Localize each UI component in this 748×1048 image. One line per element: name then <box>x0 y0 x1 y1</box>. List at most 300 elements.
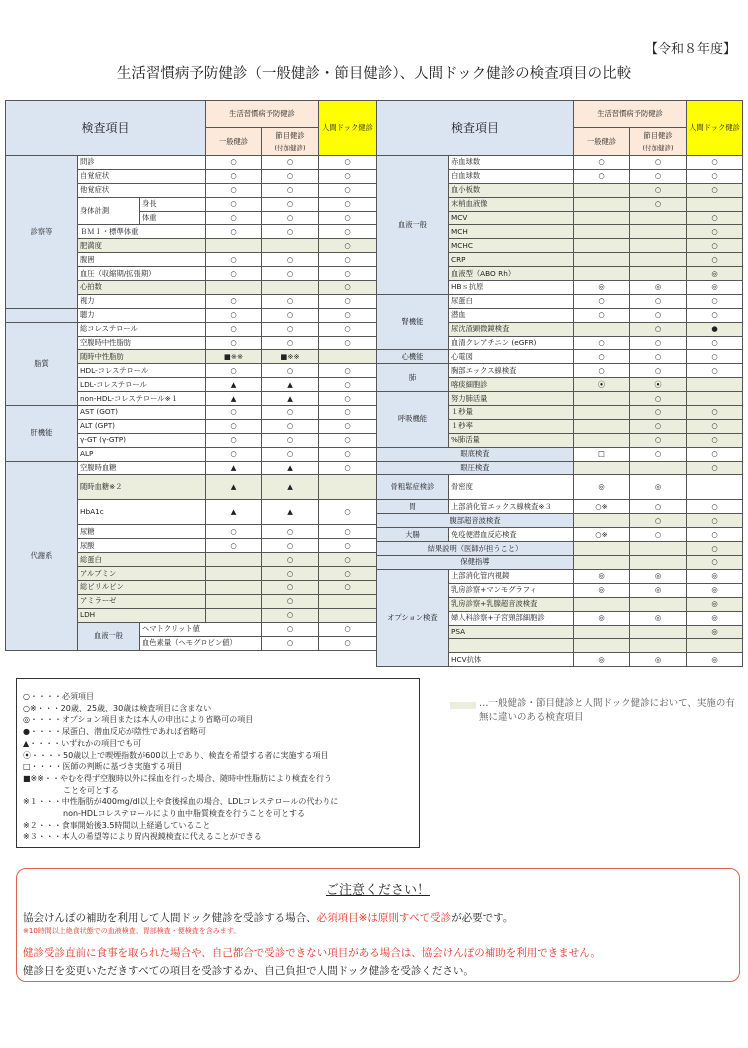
mark-cell: ◎ <box>687 267 743 281</box>
mark-cell <box>574 625 630 639</box>
item-cell: 他覚症状 <box>78 183 206 197</box>
mark-cell: ◎ <box>687 583 743 597</box>
mark-cell: ○ <box>262 169 319 183</box>
mark-cell: ■※※ <box>262 350 319 364</box>
mark-cell <box>574 433 630 447</box>
item-cell: 随時血糖※２ <box>78 475 206 500</box>
mark-cell: ○ <box>687 350 743 364</box>
item-cell: HbA1c <box>78 500 206 525</box>
mark-cell: ○ <box>262 322 319 336</box>
item-cell: 血清クレアチニン (eGFR) <box>449 336 574 350</box>
mark-cell <box>574 183 630 197</box>
mark-cell <box>574 556 630 570</box>
mark-cell <box>574 597 630 611</box>
mark-cell <box>574 253 630 267</box>
mark-cell: ○ <box>319 461 377 475</box>
header-row <box>6 101 377 128</box>
mark-cell: ○ <box>262 406 319 420</box>
mark-cell <box>630 253 687 267</box>
item-cell: MCHC <box>449 239 574 253</box>
mark-cell: ○ <box>687 556 743 570</box>
mark-cell: ○ <box>630 406 687 420</box>
mark-cell: ◎ <box>574 475 630 500</box>
mark-cell: ○ <box>262 419 319 433</box>
full-item-cell: 結果説明（医師が担うこと） <box>377 542 574 556</box>
mark-cell <box>574 542 630 556</box>
mark-cell: ○ <box>687 183 743 197</box>
mark-cell: ○ <box>262 336 319 350</box>
full-item-cell: 保健指導 <box>377 556 574 570</box>
mark-cell: ○ <box>687 433 743 447</box>
mark-cell <box>319 475 377 500</box>
mark-cell: ○ <box>206 308 262 322</box>
mark-cell: ○ <box>319 525 377 539</box>
item-cell: HDL-コレステロール <box>78 364 206 378</box>
item-cell: 心拍数 <box>78 281 206 295</box>
item-cell: アルブミン <box>78 567 206 581</box>
item-cell: 婦人科診察+子宮頸部細胞診 <box>449 611 574 625</box>
mark-cell: ○ <box>319 253 377 267</box>
item-cell: 血圧（収縮期/拡張期） <box>78 267 206 281</box>
item-cell: 問診 <box>78 156 206 170</box>
notice-box <box>16 868 740 982</box>
item-cell: MCH <box>449 225 574 239</box>
mark-cell: ○ <box>630 392 687 406</box>
mark-cell: ○ <box>262 364 319 378</box>
mark-cell <box>574 267 630 281</box>
mark-cell: ○ <box>206 539 262 553</box>
mark-cell: ◎ <box>630 583 687 597</box>
mark-cell <box>206 581 262 595</box>
mark-cell: ○ <box>319 197 377 211</box>
header-general: 一般健診 <box>574 128 630 156</box>
category-cell: 血液一般 <box>377 156 449 295</box>
table-row <box>377 556 743 570</box>
mark-cell: ⦿ <box>574 378 630 392</box>
mark-cell: ○ <box>630 528 687 542</box>
mark-cell: ○ <box>687 156 743 170</box>
mark-cell: ▲ <box>206 461 262 475</box>
mark-cell: ○ <box>206 336 262 350</box>
mark-cell <box>574 406 630 420</box>
mark-cell: ○ <box>574 350 630 364</box>
mark-cell: ○ <box>262 156 319 170</box>
category-cell: 胃 <box>377 500 449 514</box>
item-cell: 赤血球数 <box>449 156 574 170</box>
legend-line: ※２・・・食事開始後3.5時間以上経過していること <box>23 820 211 830</box>
item-cell: MCV <box>449 211 574 225</box>
legend-line: ◎・・・・オプション項目または本人の申出により省略可の項目 <box>23 715 254 725</box>
mark-cell <box>262 281 319 295</box>
item-cell: 尿沈渣顕微鏡検査 <box>449 322 574 336</box>
mark-cell <box>630 639 687 653</box>
mark-cell: ▲ <box>206 500 262 525</box>
mark-cell: ○ <box>319 392 377 406</box>
item-cell: 肥満度 <box>78 239 206 253</box>
mark-cell: ○ <box>319 281 377 295</box>
item-cell: 尿蛋白 <box>449 294 574 308</box>
mark-cell: ○ <box>687 308 743 322</box>
mark-cell: ○ <box>630 308 687 322</box>
notice-title: ご注意ください！ <box>325 883 430 898</box>
item-cell: LDL-コレステロール <box>78 378 206 392</box>
mark-cell: ○ <box>630 350 687 364</box>
difference-swatch-text: …一般健診・節目健診と人間ドック健診において、実施の有無に違いのある検査項目 <box>479 698 735 723</box>
mark-cell: ○ <box>630 447 687 461</box>
header-group: 生活習慣病予防健診 <box>206 101 319 128</box>
table-row <box>377 447 743 461</box>
notice-line-2: 健診受診直前に食事を取られた場合や、自己都合で受診できない項目がある場合は、協会けんぽの補助を利用できません。 <box>23 947 601 959</box>
item-cell: AST (GOT) <box>78 406 206 420</box>
mark-cell: ○ <box>206 183 262 197</box>
mark-cell: ▲ <box>206 378 262 392</box>
mark-cell: ◎ <box>687 625 743 639</box>
table-row <box>6 406 377 420</box>
item-cell: 血液型（ABO Rh） <box>449 267 574 281</box>
table-row <box>377 528 743 542</box>
category-cell <box>6 308 78 322</box>
item-cell: 免疫便潜血反応検査 <box>449 528 574 542</box>
mark-cell: ○ <box>687 500 743 514</box>
table-row <box>377 156 743 170</box>
mark-cell: ○ <box>206 267 262 281</box>
item-cell: 血小板数 <box>449 183 574 197</box>
mark-cell: ▲ <box>206 392 262 406</box>
mark-cell <box>574 197 630 211</box>
mark-cell <box>574 211 630 225</box>
mark-cell: ◎ <box>687 653 743 667</box>
legend-line: □・・・・医師の判断に基づき実施する項目 <box>23 762 183 772</box>
table-row <box>377 350 743 364</box>
item-cell: 乳房診察+マンモグラフィ <box>449 583 574 597</box>
mark-cell: ○ <box>262 253 319 267</box>
item-cell: 末梢血液像 <box>449 197 574 211</box>
table-row <box>377 392 743 406</box>
mark-cell: ○ <box>206 225 262 239</box>
header-general: 一般健診 <box>206 128 262 156</box>
mark-cell <box>206 594 262 608</box>
category-cell: 診察等 <box>6 156 78 309</box>
mark-cell: ▲ <box>262 500 319 525</box>
header-milestone <box>262 128 319 156</box>
mark-cell: ○ <box>687 225 743 239</box>
mark-cell: ○ <box>319 336 377 350</box>
mark-cell: ○ <box>262 622 319 636</box>
item-cell: 随時中性脂肪 <box>78 350 206 364</box>
mark-cell: ○ <box>319 169 377 183</box>
mark-cell: ○ <box>206 169 262 183</box>
mark-cell: ○ <box>319 156 377 170</box>
mark-cell: ○ <box>262 636 319 650</box>
mark-cell: ◎ <box>574 569 630 583</box>
mark-cell: ○ <box>687 364 743 378</box>
mark-cell: ◎ <box>630 653 687 667</box>
mark-cell <box>574 322 630 336</box>
mark-cell: ○ <box>687 406 743 420</box>
item-cell: 聴力 <box>78 308 206 322</box>
mark-cell: ○ <box>319 419 377 433</box>
table-row <box>377 294 743 308</box>
category-cell: オプション検査 <box>377 569 449 666</box>
item-cell: %肺活量 <box>449 433 574 447</box>
mark-cell: ● <box>687 322 743 336</box>
mark-cell: ○ <box>687 294 743 308</box>
mark-cell: ○ <box>206 406 262 420</box>
difference-swatch <box>450 702 476 709</box>
item-cell: アミラーゼ <box>78 594 206 608</box>
mark-cell: ○※ <box>574 528 630 542</box>
legend-line: ⦿・・・・50歳以上で喫煙指数が600以上であり、検査を希望する者に実施する項目 <box>23 750 329 760</box>
category-cell: 骨粗鬆症検診 <box>377 475 449 500</box>
full-item-cell: 腹部超音波検査 <box>377 514 574 528</box>
mark-cell <box>574 392 630 406</box>
mark-cell <box>630 556 687 570</box>
item-cell: 総ビリルビン <box>78 581 206 595</box>
item-cell: 乳房診察+乳腺超音波検査 <box>449 597 574 611</box>
mark-cell <box>574 239 630 253</box>
table-row <box>377 500 743 514</box>
mark-cell: ○ <box>319 183 377 197</box>
mark-cell: ◎ <box>574 583 630 597</box>
item-cell: ALP <box>78 447 206 461</box>
full-item-cell: 眼圧検査 <box>377 461 574 475</box>
mark-cell: ○ <box>206 364 262 378</box>
mark-cell <box>574 225 630 239</box>
mark-cell: ◎ <box>630 281 687 295</box>
legend-line: non-HDLコレステロールにより血中脂質検査を行うことを可とする <box>23 809 305 819</box>
notice-line-1c: が必要です。 <box>451 912 514 924</box>
mark-cell: ◎ <box>574 281 630 295</box>
header-item: 検査項目 <box>377 101 574 156</box>
mark-cell: ○ <box>206 433 262 447</box>
item-cell: 血色素量（ヘモグロビン値） <box>140 636 262 650</box>
mark-cell: ▲ <box>206 475 262 500</box>
mark-cell: ○ <box>630 500 687 514</box>
mark-cell: ○ <box>574 336 630 350</box>
mark-cell: ○ <box>630 514 687 528</box>
mark-cell <box>687 475 743 500</box>
mark-cell: ○ <box>319 239 377 253</box>
mark-cell <box>630 211 687 225</box>
category-cell: 代謝系 <box>6 461 78 650</box>
table-row <box>6 461 377 475</box>
item-cell: LDH <box>78 608 206 622</box>
mark-cell: ○ <box>206 294 262 308</box>
table-row <box>377 364 743 378</box>
item-cell: 白血球数 <box>449 169 574 183</box>
mark-cell: ○ <box>319 211 377 225</box>
item-cell: 視力 <box>78 294 206 308</box>
legend-line: ○・・・・必須項目 <box>23 692 94 701</box>
legend-line: ※１・・・中性脂肪が400mg/dl以上や食後採血の場合、LDLコレステロールの代わりに <box>23 797 339 807</box>
category-cell: 腎機能 <box>377 294 449 350</box>
notice-line-1a: 協会けんぽの補助を利用して人間ドック健診を受診する場合、 <box>23 912 317 924</box>
header-item: 検査項目 <box>6 101 206 156</box>
item-cell: HCV抗体 <box>449 653 574 667</box>
mark-cell <box>630 597 687 611</box>
mark-cell: ○ <box>262 539 319 553</box>
legend-line: ○※・・・20歳、25歳、30歳は検査項目に含まない <box>23 703 212 713</box>
mark-cell: ○ <box>630 169 687 183</box>
mark-cell: ○ <box>319 447 377 461</box>
mark-cell: ○ <box>630 322 687 336</box>
mark-cell <box>630 225 687 239</box>
mark-cell: ○ <box>319 553 377 567</box>
item-cell: 骨密度 <box>449 475 574 500</box>
item-cell: 身体計測 <box>78 197 140 225</box>
mark-cell: ○ <box>687 461 743 475</box>
mark-cell: ○ <box>630 183 687 197</box>
mark-cell <box>319 608 377 622</box>
mark-cell <box>687 378 743 392</box>
mark-cell: ○ <box>687 239 743 253</box>
mark-cell: ○ <box>319 567 377 581</box>
mark-cell: ■※※ <box>206 350 262 364</box>
header-row <box>377 101 743 128</box>
mark-cell <box>206 553 262 567</box>
table-row <box>6 156 377 170</box>
mark-cell <box>687 392 743 406</box>
table-row <box>377 569 743 583</box>
mark-cell: ○ <box>262 567 319 581</box>
item-cell: γ-GT (γ-GTP) <box>78 433 206 447</box>
header-milestone-sub: (付加健診) <box>274 143 306 152</box>
mark-cell: ○ <box>319 378 377 392</box>
mark-cell <box>630 267 687 281</box>
mark-cell: ○ <box>319 364 377 378</box>
mark-cell: ○ <box>574 156 630 170</box>
mark-cell: ○※ <box>574 500 630 514</box>
mark-cell: ○ <box>630 433 687 447</box>
mark-cell: ▲ <box>262 378 319 392</box>
item-cell: 空腹時血糖 <box>78 461 206 475</box>
mark-cell: ⦿ <box>630 378 687 392</box>
table-row <box>377 514 743 528</box>
mark-cell <box>574 419 630 433</box>
category-cell: 心機能 <box>377 350 449 364</box>
mark-cell: ○ <box>319 539 377 553</box>
mark-cell: ○ <box>262 594 319 608</box>
mark-cell: ○ <box>262 183 319 197</box>
category-cell: 肝機能 <box>6 406 78 462</box>
mark-cell: ○ <box>687 253 743 267</box>
mark-cell: ○ <box>262 447 319 461</box>
mark-cell: ▲ <box>262 392 319 406</box>
mark-cell: ○ <box>262 267 319 281</box>
item-cell: 尿糖 <box>78 525 206 539</box>
mark-cell: ○ <box>630 419 687 433</box>
mark-cell: ○ <box>319 225 377 239</box>
item-cell: 上部消化管エックス線検査※３ <box>449 500 574 514</box>
mark-cell: ○ <box>262 553 319 567</box>
header-milestone-sub: (付加健診) <box>642 143 674 152</box>
mark-cell: ◎ <box>574 611 630 625</box>
mark-cell <box>630 461 687 475</box>
mark-cell: ○ <box>206 156 262 170</box>
category-cell: 血液一般 <box>78 622 140 650</box>
item-cell: CRP <box>449 253 574 267</box>
notice-footnote: ※10時間以上絶食状態での血液検査、胃部検査・便検査を含みます。 <box>23 927 241 935</box>
table-row <box>377 461 743 475</box>
item-cell: HBｓ抗原 <box>449 281 574 295</box>
mark-cell: ○ <box>574 294 630 308</box>
legend-line: ※３・・・本人の希望等により胃内視鏡検査に代えることができる <box>23 832 262 842</box>
mark-cell: ○ <box>630 156 687 170</box>
table-row <box>377 542 743 556</box>
mark-cell: ○ <box>262 211 319 225</box>
mark-cell: ○ <box>574 169 630 183</box>
legend-box <box>16 678 420 848</box>
mark-cell: ▲ <box>262 461 319 475</box>
header-dock: 人間ドック健診 <box>319 101 377 156</box>
item-cell: non-HDL-コレステロール※１ <box>78 392 206 406</box>
mark-cell: ○ <box>630 364 687 378</box>
mark-cell: ○ <box>630 336 687 350</box>
mark-cell <box>630 625 687 639</box>
mark-cell: ○ <box>206 419 262 433</box>
item-cell: 喀痰細胞診 <box>449 378 574 392</box>
mark-cell: ▲ <box>262 475 319 500</box>
category-cell: 脂質 <box>6 322 78 405</box>
mark-cell <box>630 542 687 556</box>
legend-line: ことを可とする <box>23 785 119 795</box>
mark-cell: ◎ <box>574 653 630 667</box>
mark-cell: ○ <box>206 447 262 461</box>
mark-cell <box>574 461 630 475</box>
mark-cell: ○ <box>687 419 743 433</box>
mark-cell: ○ <box>687 447 743 461</box>
right-comparison-table <box>376 100 743 667</box>
mark-cell: ◎ <box>687 611 743 625</box>
item-cell: ALT (GPT) <box>78 419 206 433</box>
mark-cell: ◎ <box>687 597 743 611</box>
mark-cell: ○ <box>574 308 630 322</box>
mark-cell: ○ <box>687 528 743 542</box>
mark-cell: ○ <box>687 211 743 225</box>
mark-cell: □ <box>574 447 630 461</box>
mark-cell: ○ <box>319 622 377 636</box>
table-row <box>6 322 377 336</box>
item-cell: １秒率 <box>449 419 574 433</box>
item-cell: 総蛋白 <box>78 553 206 567</box>
category-cell: 肺 <box>377 364 449 392</box>
notice-line-1b: 必須項目※は原則すべて受診 <box>316 912 452 924</box>
mark-cell: ○ <box>319 433 377 447</box>
mark-cell: ○ <box>262 225 319 239</box>
mark-cell <box>630 239 687 253</box>
mark-cell: ◎ <box>687 569 743 583</box>
mark-cell: ○ <box>206 525 262 539</box>
mark-cell: ◎ <box>687 281 743 295</box>
header-dock: 人間ドック健診 <box>687 101 743 156</box>
legend-line: ●・・・・尿蛋白、潜血反応が陰性であれば省略可 <box>23 727 206 737</box>
item-cell: 腹囲 <box>78 253 206 267</box>
legend-line: ▲・・・・いずれかの項目でも可 <box>23 738 142 748</box>
header-milestone <box>630 128 687 156</box>
mark-cell: ◎ <box>630 475 687 500</box>
mark-cell: ○ <box>262 294 319 308</box>
mark-cell: ○ <box>687 514 743 528</box>
mark-cell: ○ <box>630 197 687 211</box>
item-cell: 尿酸 <box>78 539 206 553</box>
header-milestone-label: 節目健診 <box>643 130 673 140</box>
item-cell: 総コレステロール <box>78 322 206 336</box>
category-cell: 大腸 <box>377 528 449 542</box>
item-cell: 努力肺活量 <box>449 392 574 406</box>
mark-cell <box>206 239 262 253</box>
header-milestone-label: 節目健診 <box>275 130 305 140</box>
mark-cell: ○ <box>206 322 262 336</box>
